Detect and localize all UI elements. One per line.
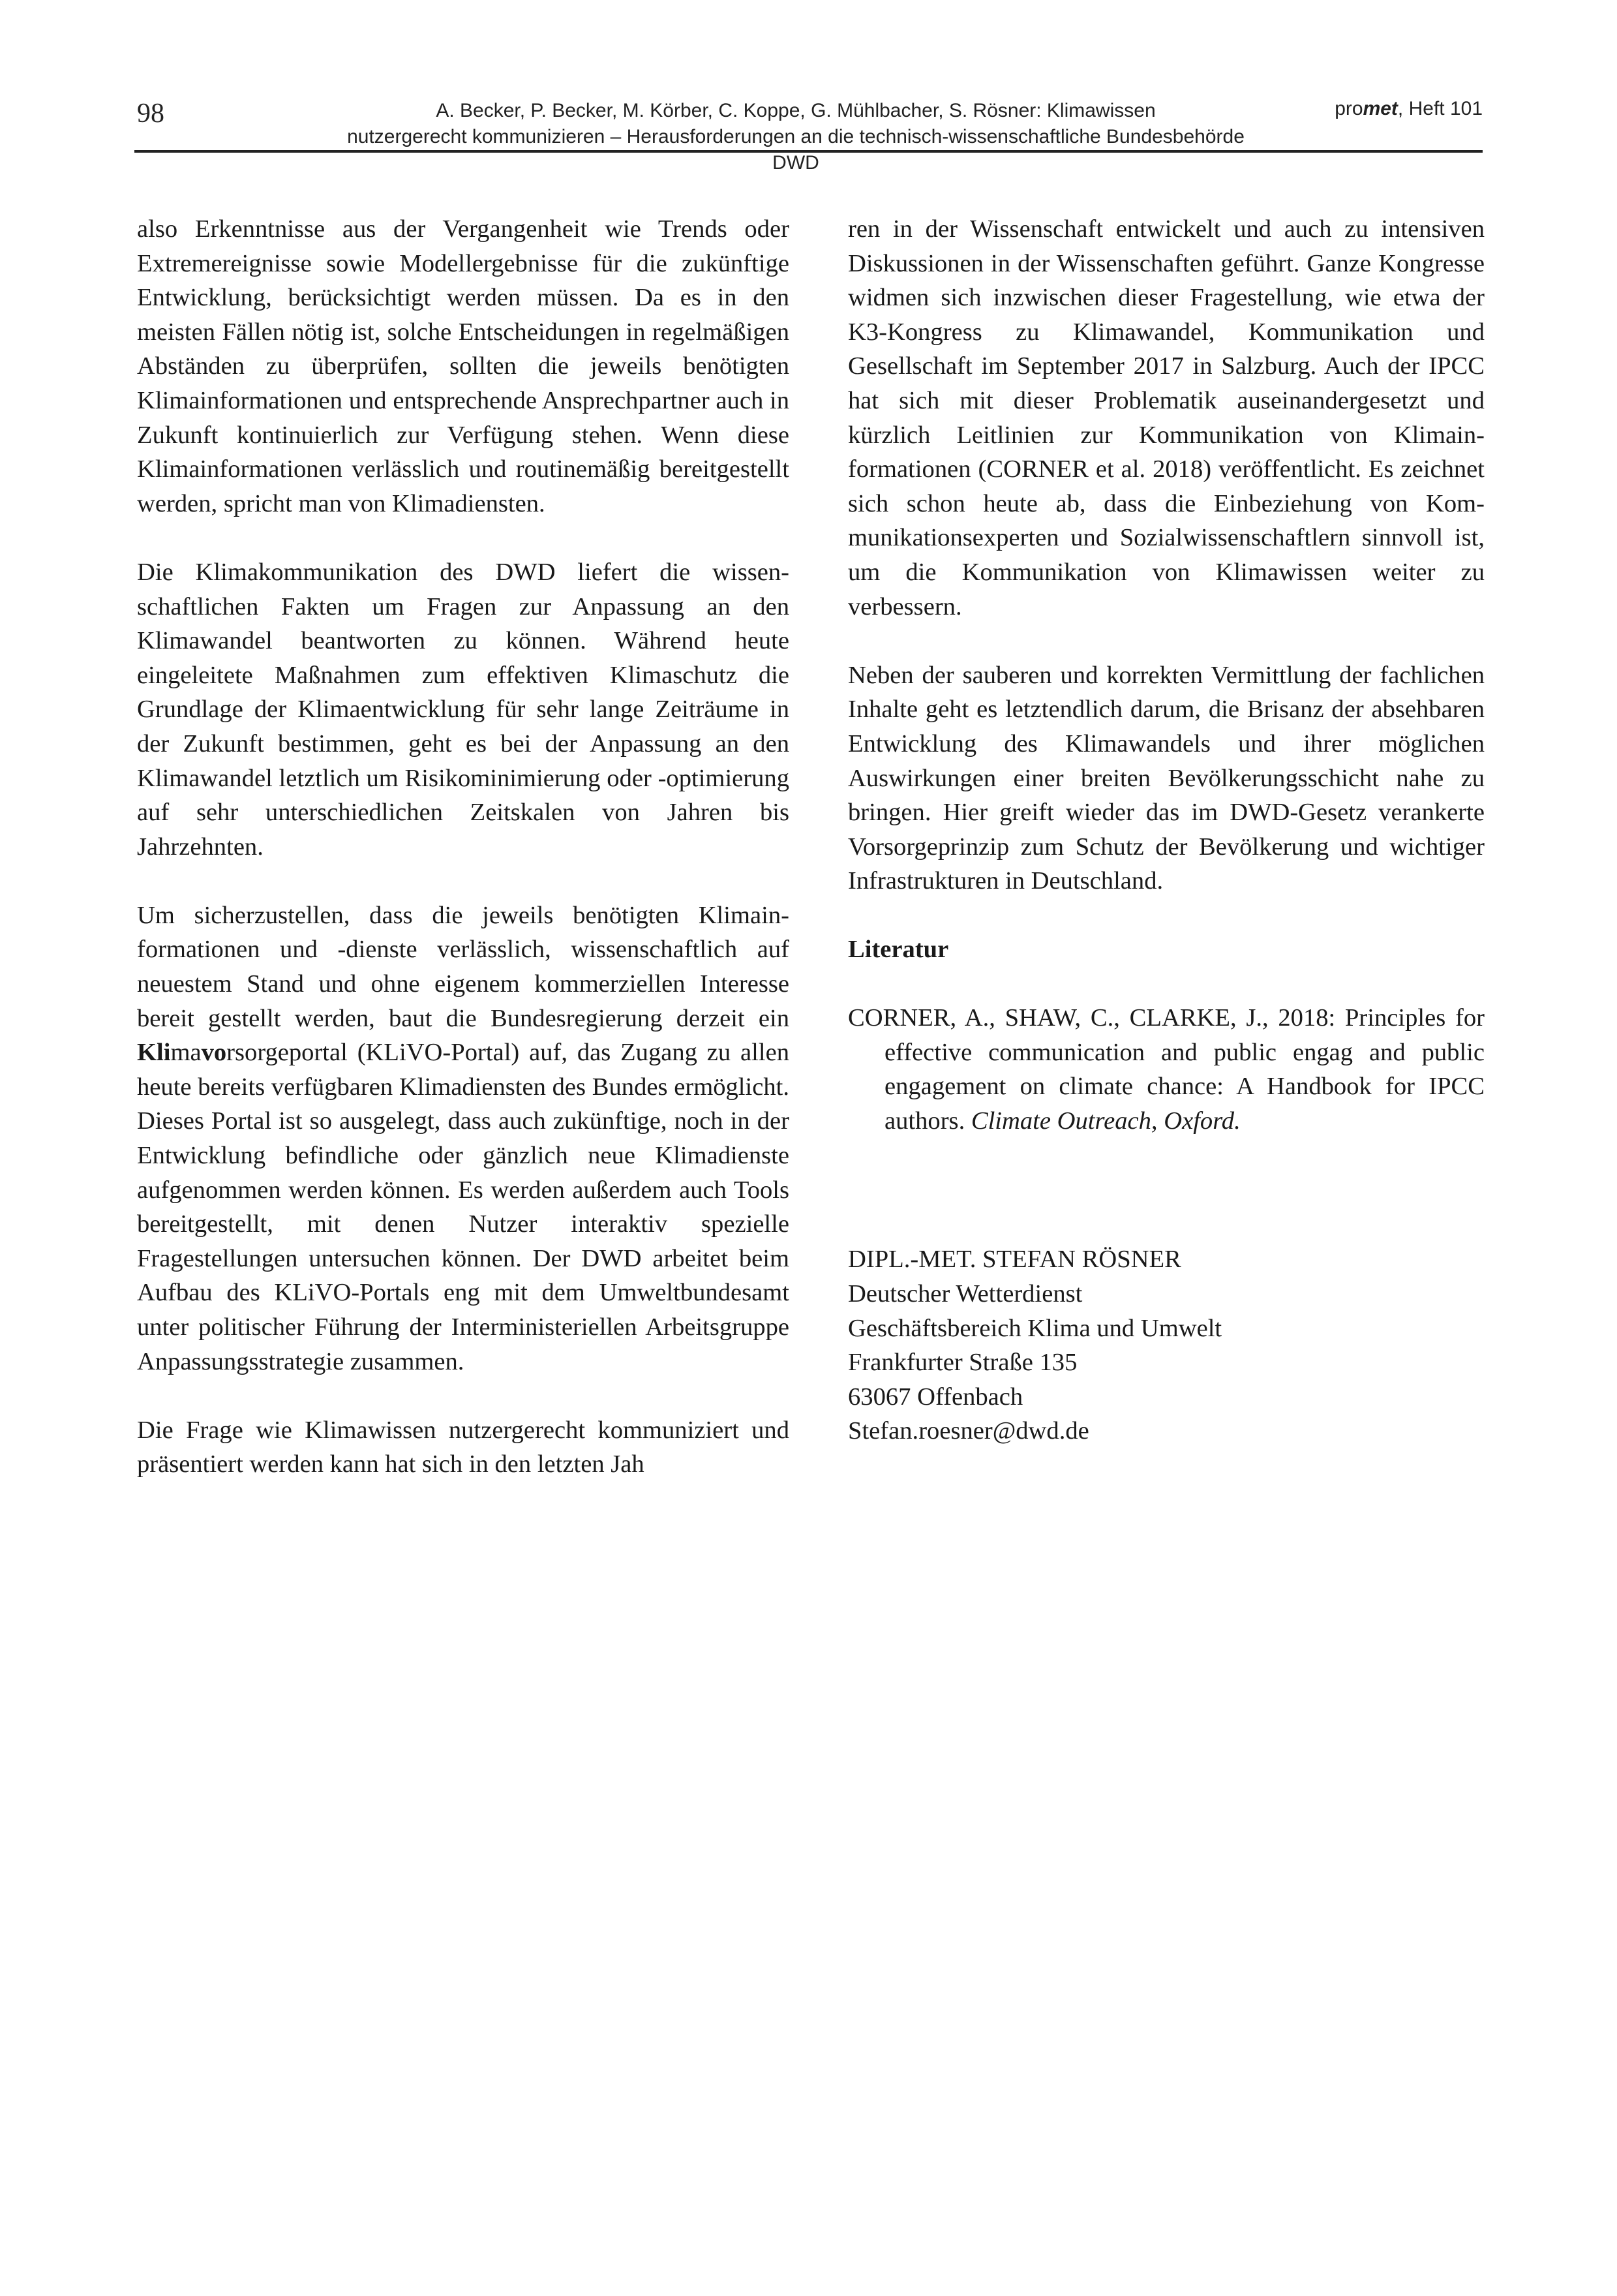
- author-department: Geschäftsbereich Klima und Umwelt: [848, 1314, 1222, 1342]
- page-number: 98: [137, 99, 164, 129]
- journal-label: [1335, 98, 1483, 120]
- paragraph-text: rsorgeportal (KLiVO-Portal) auf, das Zugang zu allen heute bereits verfügbaren Klimadiensten des Bundes ermöglicht. Dieses Portal ist so ausgelegt, dass auch zukünftige, noch in der Entwicklung befindliche oder gänzlich neue Klimadienste aufgenommen werden können. Es werden außerdem auch Tools bereitgestellt, mit denen Nutzer interaktiv spezielle Fragestellungen untersuchen können. Der DWD arbeitet beim Aufbau des KLiVO-Portals eng mit dem Umweltbundesamt unter politischer Führung der Interministeriellen Arbeitsgruppe Anpassungsstrategie zusammen.: [137, 1039, 789, 1375]
- bold-fragment: Kli: [137, 1039, 171, 1067]
- paragraph-text: Um sicherzustellen, dass die jeweils benötigten Klimainformationen und -dienste verlässlich, wissenschaftlich auf neuestem Stand und ohne eigenem kommerziellen Interesse bereit gestellt werden, baut die Bundesregierung derzeit ein: [137, 901, 789, 1032]
- journal-pro: pro: [1335, 98, 1363, 119]
- running-header-line2: nutzergerecht kommunizieren – Herausforderungen an die technisch-wissenschaftliche Bundesbehörde DWD: [347, 126, 1245, 174]
- paragraph-text: ma: [170, 1039, 202, 1067]
- bold-fragment: vo: [201, 1039, 227, 1067]
- reference-entry: [848, 1001, 1485, 1138]
- journal-met: met: [1363, 98, 1398, 119]
- literature-heading: Literatur: [848, 936, 949, 964]
- author-city: 63067 Offenbach: [848, 1383, 1023, 1411]
- paragraph: Die Klimakommunikation des DWD liefert die wissenschaftlichen Fakten um Fragen zur Anpassung an den Klimawandel beantworten zu können. Während heute eingeleitete Maßnahmen zum effektiven Klimaschutz die Grundlage der Klimaentwicklung für sehr lange Zeiträume in der Zukunft bestimmen, geht es bei der Anpassung an den Klimawandel letztlich um Risikominimierung oder -optimierung auf sehr unterschiedlichen Zeitskalen von Jahren bis Jahrzehnten.: [137, 558, 789, 861]
- author-organization: Deutscher Wetterdienst: [848, 1280, 1083, 1308]
- paragraph: Die Frage wie Klimawissen nutzergerecht kommuniziert und präsentiert werden kann hat sich in den letzten Jah: [137, 1416, 789, 1478]
- header-rule: [134, 150, 1483, 153]
- left-column: [137, 212, 789, 1482]
- running-header-line1: A. Becker, P. Becker, M. Körber, C. Koppe, G. Mühlbacher, S. Rösner: Klimawissen: [436, 100, 1156, 121]
- reference-source: Climate Outreach, Oxford.: [971, 1107, 1241, 1135]
- right-column: [848, 212, 1485, 1448]
- reference-text: CORNER, A., SHAW, C., CLARKE, J., 2018: Principles for effective communication and public engag and public engagement on climate chance: A Handbook for IPCC authors.: [848, 1004, 1485, 1135]
- paragraph: also Erkenntnisse aus der Vergangenheit wie Trends oder Extremereignisse sowie Modellergebnisse für die zukünftige Entwicklung, berücksichtigt werden müssen. Da es in den meisten Fällen nötig ist, solche Entscheidungen in regelmäßigen Abständen zu überprüfen, sollten die jeweils benötigten Klimainformationen und entsprechende Ansprechpartner auch in Zukunft kontinuierlich zur Verfügung stehen. Wenn diese Klimainformationen verlässlich und routinemäßig bereitgestellt werden, spricht man von Klimadiensten.: [137, 215, 789, 517]
- author-street: Frankfurter Straße 135: [848, 1349, 1078, 1377]
- running-header: [339, 98, 1252, 176]
- paragraph: [137, 898, 789, 1379]
- paragraph: Neben der sauberen und korrekten Vermittlung der fachlichen Inhalte geht es letztendlich darum, die Brisanz der absehbaren Entwicklung des Klimawandels und ihrer möglichen Auswirkungen einer breiten Bevölkerungsschicht nahe zu bringen. Hier greift wieder das im DWD-Gesetz verankerte Vorsorgeprinzip zum Schutz der Bevölkerung und wichtiger Infrastrukturen in Deutschland.: [848, 661, 1485, 895]
- author-name: DIPL.-MET. STEFAN RÖSNER: [848, 1246, 1181, 1274]
- paragraph: ren in der Wissenschaft entwickelt und auch zu intensiven Diskussionen in der Wissenschaften geführt. Ganze Kongresse widmen sich inzwischen dieser Fragestellung, wie etwa der K3-Kongress zu Klimawandel, Kommunikation und Gesellschaft im September 2017 in Salzburg. Auch der IPCC hat sich mit dieser Problematik auseinandergesetzt und kürzlich Leitlinien zur Kommunikation von Klimainformationen (CORNER et al. 2018) veröffentlicht. Es zeichnet sich schon heute ab, dass die Einbeziehung von Kommunikationsexperten und Sozialwissenschaftlern sinnvoll ist, um die Kommunikation von Klimawissen weiter zu verbessern.: [848, 215, 1485, 620]
- journal-issue: , Heft 101: [1397, 98, 1483, 119]
- author-address: [848, 1242, 1485, 1448]
- author-email[interactable]: Stefan.roesner@dwd.de: [848, 1417, 1089, 1445]
